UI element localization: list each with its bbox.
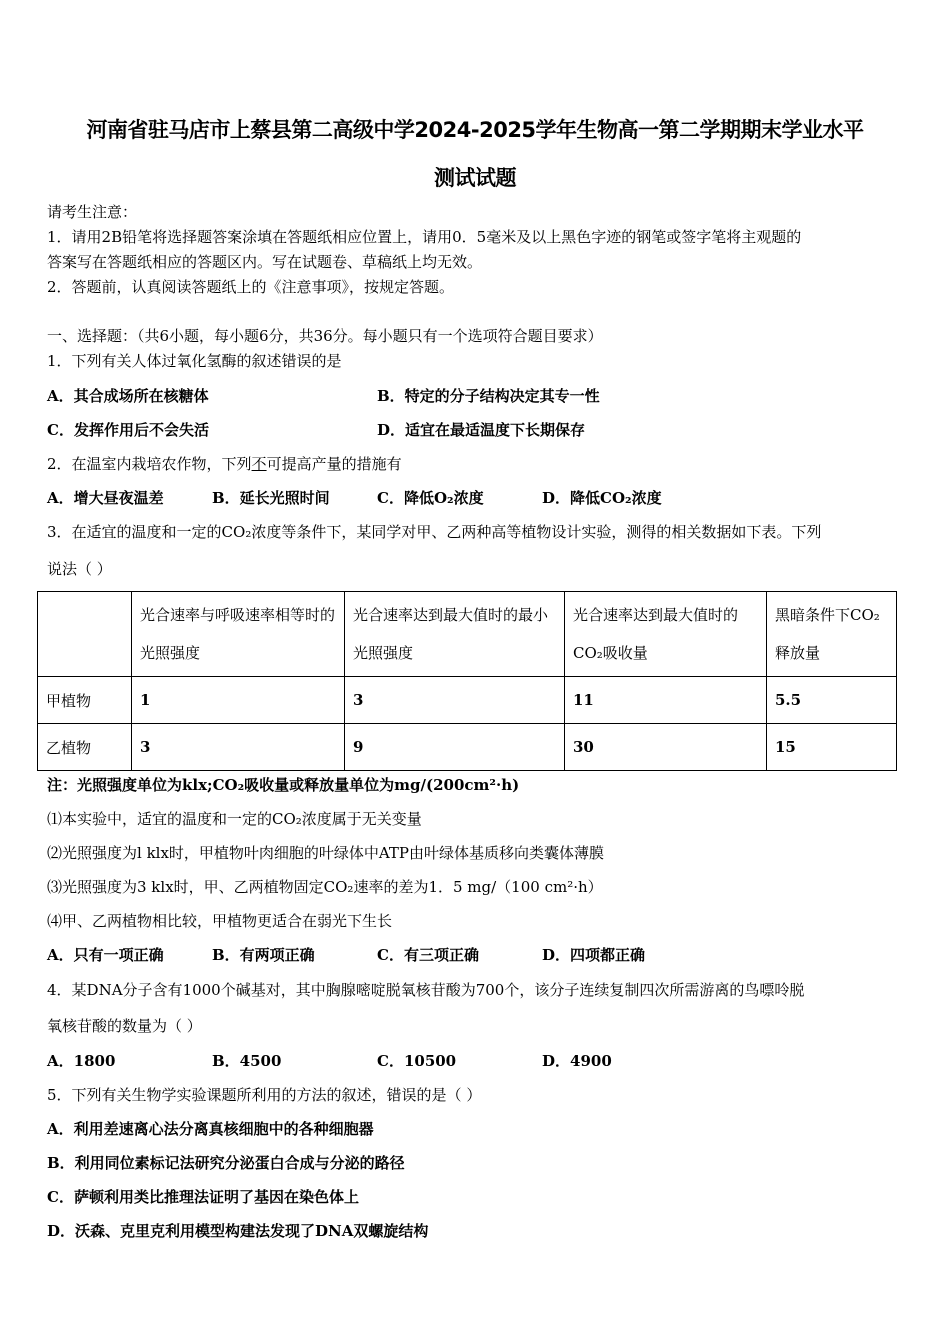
q3-statement-3: ⑶光照强度为3 klx时，甲、乙两植物固定CO₂速率的差为1．5 mg/（100 cm²·h） — [47, 878, 603, 896]
q3-statement-1: ⑴本实验中，适宜的温度和一定的CO₂浓度属于无关变量 — [47, 810, 422, 828]
table-cell: 3 — [345, 677, 565, 724]
q2-option-a: A．增大昼夜温差 — [47, 489, 164, 507]
q2-option-c: C．降低O₂浓度 — [377, 489, 484, 507]
q5-option-b: B．利用同位素标记法研究分泌蛋白合成与分泌的路径 — [47, 1154, 405, 1172]
q1-option-d: D．适宜在最适温度下长期保存 — [377, 421, 586, 439]
q4-option-c: C．10500 — [377, 1052, 457, 1070]
q3-option-a: A．只有一项正确 — [47, 946, 164, 964]
q5-option-d: D．沃森、克里克利用模型构建法发现了DNA双螺旋结构 — [47, 1222, 429, 1240]
table-row — [38, 677, 897, 724]
notice-item-2: 2．答题前，认真阅读答题纸上的《注意事项》，按规定答题。 — [47, 278, 455, 296]
q3-stem-cont: 说法（ ） — [47, 560, 112, 578]
notice-heading: 请考生注意： — [47, 203, 138, 221]
table-cell: 11 — [565, 677, 767, 724]
q3-option-b: B．有两项正确 — [212, 946, 315, 964]
notice-item-1: 1．请用2B铅笔将选择题答案涂填在答题纸相应位置上，请用0．5毫米及以上黑色字迹的钢笔或签字笔将主观题的 — [47, 228, 802, 246]
q1-option-a: A．其合成场所在核糖体 — [47, 387, 209, 405]
q3-statement-2: ⑵光照强度为l klx时，甲植物叶肉细胞的叶绿体中ATP由叶绿体基质移向类囊体薄膜 — [47, 844, 605, 862]
table-cell: 15 — [767, 724, 897, 771]
q2-option-d: D．降低CO₂浓度 — [542, 489, 662, 507]
table-cell: 甲植物 — [38, 677, 132, 724]
q4-stem-cont: 氧核苷酸的数量为（ ） — [47, 1017, 202, 1035]
q3-data-table — [37, 591, 897, 771]
table-cell: 9 — [345, 724, 565, 771]
q3-option-c: C．有三项正确 — [377, 946, 479, 964]
section-heading: 一、选择题：（共6小题，每小题6分，共36分。每小题只有一个选项符合题目要求） — [47, 327, 603, 345]
q4-option-d: D．4900 — [542, 1052, 612, 1070]
q2-stem-before: 2．在温室内栽培农作物，下列 — [47, 455, 252, 473]
notice-item-1-cont: 答案写在答题纸相应的答题区内。写在试题卷、草稿纸上均无效。 — [47, 253, 483, 271]
exam-title-line1: 河南省驻马店市上蔡县第二高级中学2024-2025学年生物高一第二学期期末学业水平 — [86, 118, 864, 142]
table-header-cell: 黑暗条件下CO₂释放量 — [767, 592, 897, 677]
q4-stem: 4．某DNA分子含有1000个碱基对，其中胸腺嘧啶脱氧核苷酸为700个，该分子连续复制四次所需游离的鸟嘌呤脱 — [47, 981, 805, 999]
q2-option-b: B．延长光照时间 — [212, 489, 330, 507]
table-header-cell: 光合速率达到最大值时的最小光照强度 — [345, 592, 565, 677]
q5-stem: 5．下列有关生物学实验课题所利用的方法的叙述，错误的是（ ） — [47, 1086, 482, 1104]
table-cell: 3 — [132, 724, 345, 771]
q3-option-d: D．四项都正确 — [542, 946, 646, 964]
table-cell: 乙植物 — [38, 724, 132, 771]
q3-stem: 3．在适宜的温度和一定的CO₂浓度等条件下，某同学对甲、乙两种高等植物设计实验，测得的相关数据如下表。下列 — [47, 523, 822, 541]
q2-stem-after: 可提高产量的措施有 — [266, 455, 402, 473]
q3-statement-4: ⑷甲、乙两植物相比较，甲植物更适合在弱光下生长 — [47, 912, 393, 930]
exam-title-line2: 测试试题 — [434, 166, 516, 190]
table-header-cell — [38, 592, 132, 677]
table-header-cell: 光合速率与呼吸速率相等时的光照强度 — [132, 592, 345, 677]
q2-stem — [47, 454, 402, 474]
q1-option-b: B．特定的分子结构决定其专一性 — [377, 387, 600, 405]
q1-stem: 1．下列有关人体过氧化氢酶的叙述错误的是 — [47, 352, 342, 370]
q1-option-c: C．发挥作用后不会失活 — [47, 421, 209, 439]
table-cell: 5.5 — [767, 677, 897, 724]
q2-stem-underlined: 不 — [251, 455, 267, 473]
table-header-cell: 光合速率达到最大值时的CO₂吸收量 — [565, 592, 767, 677]
q4-option-a: A．1800 — [47, 1052, 116, 1070]
q5-option-c: C．萨顿利用类比推理法证明了基因在染色体上 — [47, 1188, 359, 1206]
q5-option-a: A．利用差速离心法分离真核细胞中的各种细胞器 — [47, 1120, 374, 1138]
table-cell: 1 — [132, 677, 345, 724]
table-cell: 30 — [565, 724, 767, 771]
q4-option-b: B．4500 — [212, 1052, 282, 1070]
q3-table-note: 注：光照强度单位为klx;CO₂吸收量或释放量单位为mg/(200cm²·h) — [47, 776, 520, 794]
table-header-row — [38, 592, 897, 677]
table-row — [38, 724, 897, 771]
